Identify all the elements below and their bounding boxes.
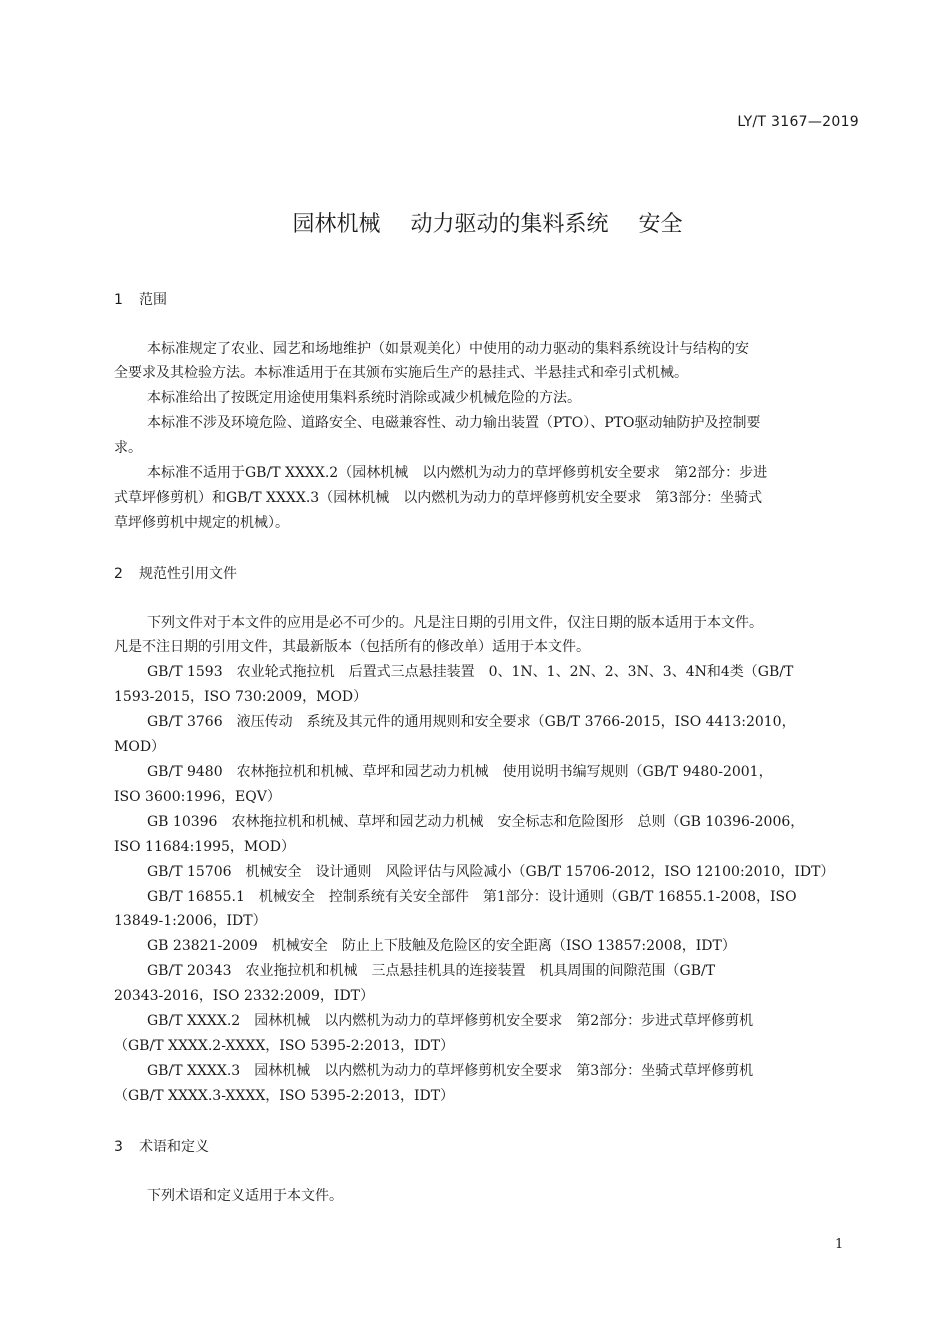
paragraph-line: 本标准不涉及环境危险、道路安全、电磁兼容性、动力输出装置（PTO）、PTO驱动轴防护及控制要 — [147, 415, 761, 431]
standard-code: LY/T 3167—2019 — [737, 114, 859, 130]
page-number: 1 — [835, 1237, 844, 1252]
title-part-3: 安全 — [638, 212, 683, 237]
reference-line: （GB/T XXXX.2-XXXX，ISO 5395-2:2013，IDT） — [114, 1038, 455, 1054]
section-number: 3 — [114, 1139, 123, 1155]
section-title: 术语和定义 — [139, 1139, 209, 1155]
reference-line: GB/T 3766 液压传动 系统及其元件的通用规则和安全要求（GB/T 3766-2015，ISO 4413:2010， — [147, 714, 796, 730]
paragraph-line: 下列术语和定义适用于本文件。 — [147, 1188, 343, 1204]
reference-line: GB/T 15706 机械安全 设计通则 风险评估与风险减小（GB/T 15706-2012，ISO 12100:2010，IDT） — [147, 864, 835, 880]
paragraph-line: 凡是不注日期的引用文件，其最新版本（包括所有的修改单）适用于本文件。 — [114, 639, 590, 655]
reference-line: GB 10396 农林拖拉机和机械、草坪和园艺动力机械 安全标志和危险图形 总则（GB 10396-2006， — [147, 814, 805, 830]
reference-line: 20343-2016，ISO 2332:2009，IDT） — [114, 988, 375, 1004]
reference-line: MOD） — [114, 739, 166, 755]
paragraph-line: 本标准给出了按既定用途使用集料系统时消除或减少机械危险的方法。 — [147, 390, 581, 406]
reference-line: GB/T 9480 农林拖拉机和机械、草坪和园艺动力机械 使用说明书编写规则（GB/T 9480-2001， — [147, 764, 773, 780]
section-title: 规范性引用文件 — [139, 566, 237, 582]
paragraph-line: 全要求及其检验方法。本标准适用于在其颁布实施后生产的悬挂式、半悬挂式和牵引式机械。 — [114, 365, 688, 381]
reference-line: GB 23821-2009 机械安全 防止上下肢触及危险区的安全距离（ISO 13857:2008，IDT） — [147, 938, 736, 954]
document-title — [0, 207, 950, 238]
paragraph-line: 式草坪修剪机）和GB/T XXXX.3（园林机械 以内燃机为动力的草坪修剪机安全要求 第3部分：坐骑式 — [114, 490, 763, 506]
reference-line: GB/T XXXX.3 园林机械 以内燃机为动力的草坪修剪机安全要求 第3部分：坐骑式草坪修剪机 — [147, 1063, 754, 1079]
title-part-2: 动力驱动的集料系统 — [410, 212, 609, 237]
section-title: 范围 — [139, 292, 167, 308]
reference-line: 1593-2015，ISO 730:2009，MOD） — [114, 689, 368, 705]
paragraph-line: 草坪修剪机中规定的机械）。 — [114, 515, 289, 531]
section-heading-terms-definitions — [114, 1136, 209, 1156]
reference-line: （GB/T XXXX.3-XXXX，ISO 5395-2:2013，IDT） — [114, 1088, 455, 1104]
reference-line: ISO 3600:1996，EQV） — [114, 789, 281, 805]
section-heading-normative-references — [114, 563, 237, 583]
section-heading-scope — [114, 289, 167, 309]
paragraph-line: 求。 — [114, 440, 142, 456]
section-number: 1 — [114, 292, 123, 308]
reference-line: GB/T 1593 农业轮式拖拉机 后置式三点悬挂装置 0、1N、1、2N、2、3N、3、4N和4类（GB/T — [147, 664, 794, 680]
section-number: 2 — [114, 566, 123, 582]
reference-line: 13849-1:2006，IDT） — [114, 913, 267, 929]
reference-line: GB/T 16855.1 机械安全 控制系统有关安全部件 第1部分：设计通则（GB/T 16855.1-2008，ISO — [147, 889, 797, 905]
paragraph-line: 本标准不适用于GB/T XXXX.2（园林机械 以内燃机为动力的草坪修剪机安全要求 第2部分：步进 — [147, 465, 768, 481]
reference-line: GB/T 20343 农业拖拉机和机械 三点悬挂机具的连接装置 机具周围的间隙范围（GB/T — [147, 963, 716, 979]
title-part-1: 园林机械 — [292, 212, 381, 237]
reference-line: GB/T XXXX.2 园林机械 以内燃机为动力的草坪修剪机安全要求 第2部分：步进式草坪修剪机 — [147, 1013, 754, 1029]
paragraph-line: 下列文件对于本文件的应用是必不可少的。凡是注日期的引用文件，仅注日期的版本适用于本文件。 — [147, 615, 763, 631]
reference-line: ISO 11684:1995，MOD） — [114, 839, 295, 855]
paragraph-line: 本标准规定了农业、园艺和场地维护（如景观美化）中使用的动力驱动的集料系统设计与结构的安 — [147, 341, 749, 357]
